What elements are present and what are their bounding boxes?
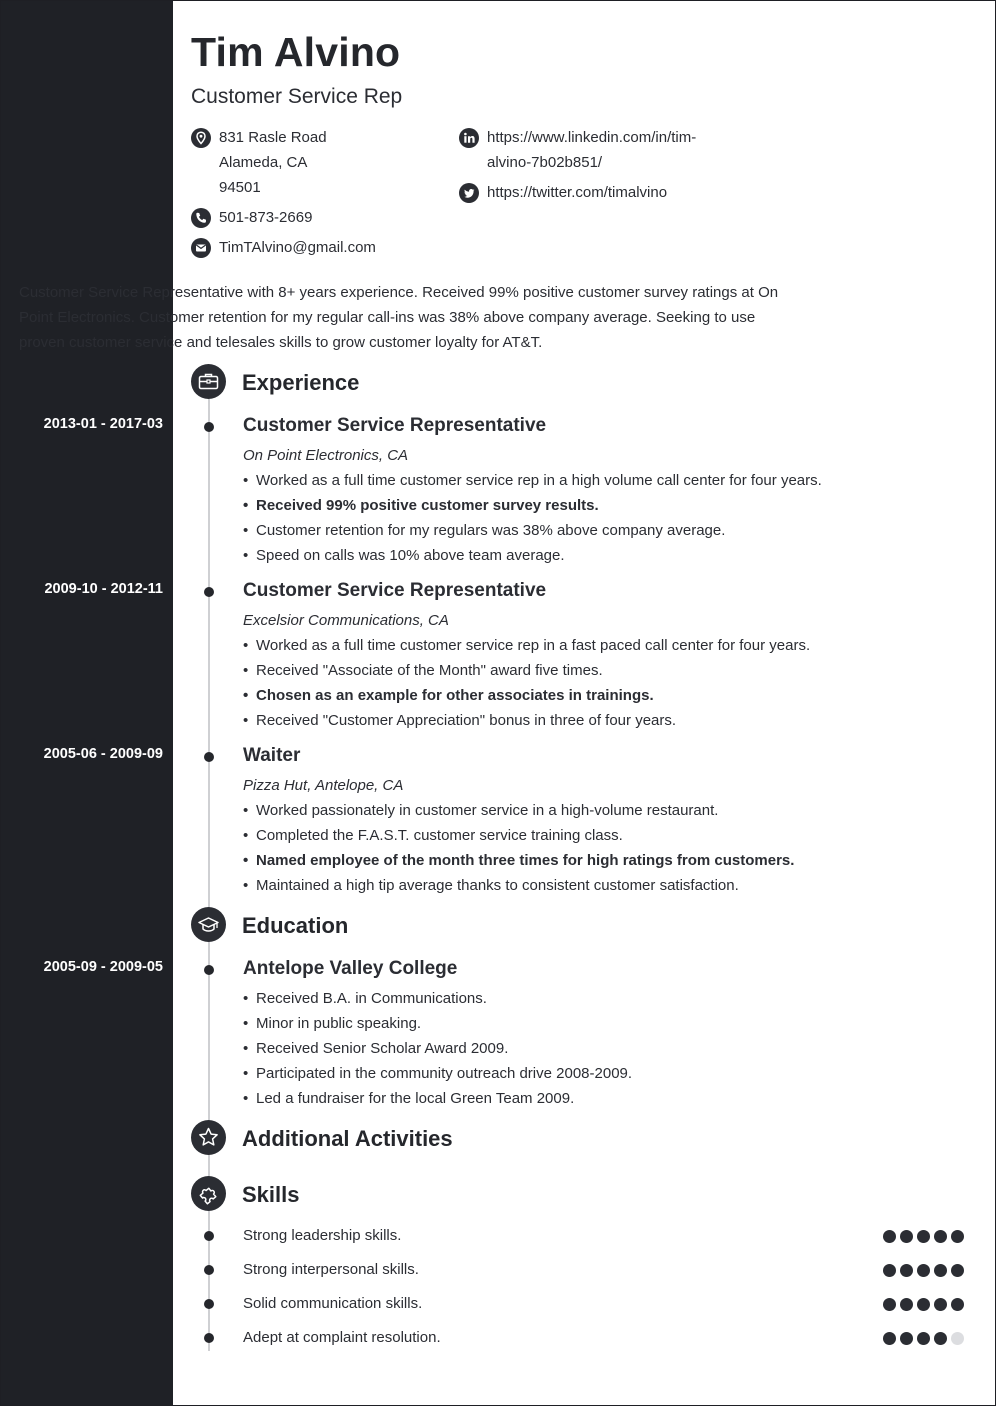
education-bullet: • Minor in public speaking.	[243, 1015, 421, 1032]
rating-dot	[883, 1332, 896, 1345]
graduation-cap-icon	[191, 907, 226, 942]
address-street: 831 Rasle Road	[219, 129, 327, 146]
rating-dot	[934, 1264, 947, 1277]
rating-dot	[934, 1298, 947, 1311]
skill-rating	[883, 1298, 968, 1311]
rating-dot	[934, 1332, 947, 1345]
skill-rating	[883, 1332, 968, 1345]
timeline-dot	[204, 752, 214, 762]
rating-dot	[951, 1298, 964, 1311]
skill-rating	[883, 1264, 968, 1277]
rating-dot	[917, 1298, 930, 1311]
timeline-dot	[204, 1333, 214, 1343]
rating-dot	[917, 1264, 930, 1277]
linkedin-url-line2[interactable]: alvino-7b02b851/	[487, 154, 603, 171]
job-bullet: • Completed the F.A.S.T. customer service training class.	[243, 827, 623, 844]
rating-dot	[951, 1230, 964, 1243]
puzzle-piece-icon	[191, 1176, 226, 1211]
envelope-icon	[191, 238, 211, 258]
timeline-dot	[204, 1299, 214, 1309]
activities-heading: Additional Activities	[242, 1126, 453, 1151]
job-bullet: • Worked as a full time customer service rep in a fast paced call center for four years.	[243, 637, 810, 654]
rating-dot	[917, 1230, 930, 1243]
phone-icon	[191, 208, 211, 228]
rating-dot	[900, 1264, 913, 1277]
linkedin-icon	[459, 128, 479, 148]
job-bullet: • Received "Associate of the Month" award five times.	[243, 662, 603, 679]
job-bullet: • Customer retention for my regulars was 38% above company average.	[243, 522, 725, 539]
school-name: Antelope Valley College	[243, 958, 458, 979]
rating-dot	[900, 1230, 913, 1243]
email-address[interactable]: TimTAlvino@gmail.com	[219, 239, 376, 256]
job-company: Excelsior Communications, CA	[243, 612, 449, 629]
skill-name: Strong interpersonal skills.	[243, 1261, 419, 1278]
job-bullet: • Received 99% positive customer survey results.	[243, 497, 599, 514]
skills-heading: Skills	[242, 1182, 300, 1207]
timeline-dot	[204, 1265, 214, 1275]
twitter-icon	[459, 183, 479, 203]
education-heading: Education	[242, 913, 349, 938]
twitter-link[interactable]: https://twitter.com/timalvino	[487, 184, 668, 201]
address-zip: 94501	[219, 179, 261, 196]
timeline-dot	[204, 965, 214, 975]
sidebar	[1, 1, 173, 1405]
job-bullet: • Received "Customer Appreciation" bonus in three of four years.	[243, 712, 676, 729]
timeline-dot	[204, 1231, 214, 1241]
phone-number[interactable]: 501-873-2669	[219, 209, 313, 226]
job-bullet: • Chosen as an example for other associates in trainings.	[243, 687, 654, 704]
job-company: Pizza Hut, Antelope, CA	[243, 777, 404, 794]
job-bullet: • Speed on calls was 10% above team average.	[243, 547, 565, 564]
education-bullet: • Led a fundraiser for the local Green Team 2009.	[243, 1090, 574, 1107]
address-city: Alameda, CA	[219, 154, 308, 171]
job-dates: 2005-06 - 2009-09	[43, 746, 163, 762]
skill-rating	[883, 1230, 968, 1243]
rating-dot	[917, 1332, 930, 1345]
rating-dot	[883, 1298, 896, 1311]
profile-summary: Customer Service Representative with 8+ years experience. Received 99% positive customer survey ratings at On Point Electronics. Customer retention for my regular call-ins was 38% above company average. Seeking to use proven customer service and telesales skills to grow customer loyalty for AT&T.	[19, 284, 779, 351]
linkedin-url-line1[interactable]: https://www.linkedin.com/in/tim-	[487, 129, 697, 146]
job-bullet: • Worked as a full time customer service rep in a high volume call center for four years.	[243, 472, 822, 489]
rating-dot	[951, 1264, 964, 1277]
rating-dot	[883, 1264, 896, 1277]
job-company: On Point Electronics, CA	[243, 447, 409, 464]
rating-dot	[900, 1298, 913, 1311]
candidate-role: Customer Service Rep	[191, 85, 403, 108]
job-dates: 2013-01 - 2017-03	[43, 416, 163, 432]
timeline-dot	[204, 587, 214, 597]
job-title: Customer Service Representative	[243, 415, 547, 436]
rating-dot	[951, 1332, 964, 1345]
skill-name: Solid communication skills.	[243, 1295, 423, 1312]
candidate-name: Tim Alvino	[191, 29, 401, 75]
experience-heading: Experience	[242, 370, 360, 395]
job-dates: 2009-10 - 2012-11	[44, 581, 163, 597]
skill-name: Strong leadership skills.	[243, 1227, 402, 1244]
rating-dot	[900, 1332, 913, 1345]
job-bullet: • Worked passionately in customer service in a high-volume restaurant.	[243, 802, 718, 819]
briefcase-icon	[191, 364, 226, 399]
education-bullet: • Participated in the community outreach drive 2008-2009.	[243, 1065, 632, 1082]
job-title: Customer Service Representative	[243, 580, 547, 601]
job-bullet: • Maintained a high tip average thanks to consistent customer satisfaction.	[243, 877, 739, 894]
address	[219, 125, 327, 200]
job-title: Waiter	[243, 745, 301, 766]
rating-dot	[934, 1230, 947, 1243]
skill-name: Adept at complaint resolution.	[243, 1329, 441, 1346]
linkedin-link[interactable]	[487, 125, 696, 175]
star-icon	[191, 1120, 226, 1155]
education-bullet: • Received B.A. in Communications.	[243, 990, 487, 1007]
timeline-dot	[204, 422, 214, 432]
education-dates: 2005-09 - 2009-05	[43, 959, 163, 975]
location-pin-icon	[191, 128, 211, 148]
education-bullet: • Received Senior Scholar Award 2009.	[243, 1040, 508, 1057]
rating-dot	[883, 1230, 896, 1243]
job-bullet: • Named employee of the month three times for high ratings from customers.	[243, 852, 794, 869]
